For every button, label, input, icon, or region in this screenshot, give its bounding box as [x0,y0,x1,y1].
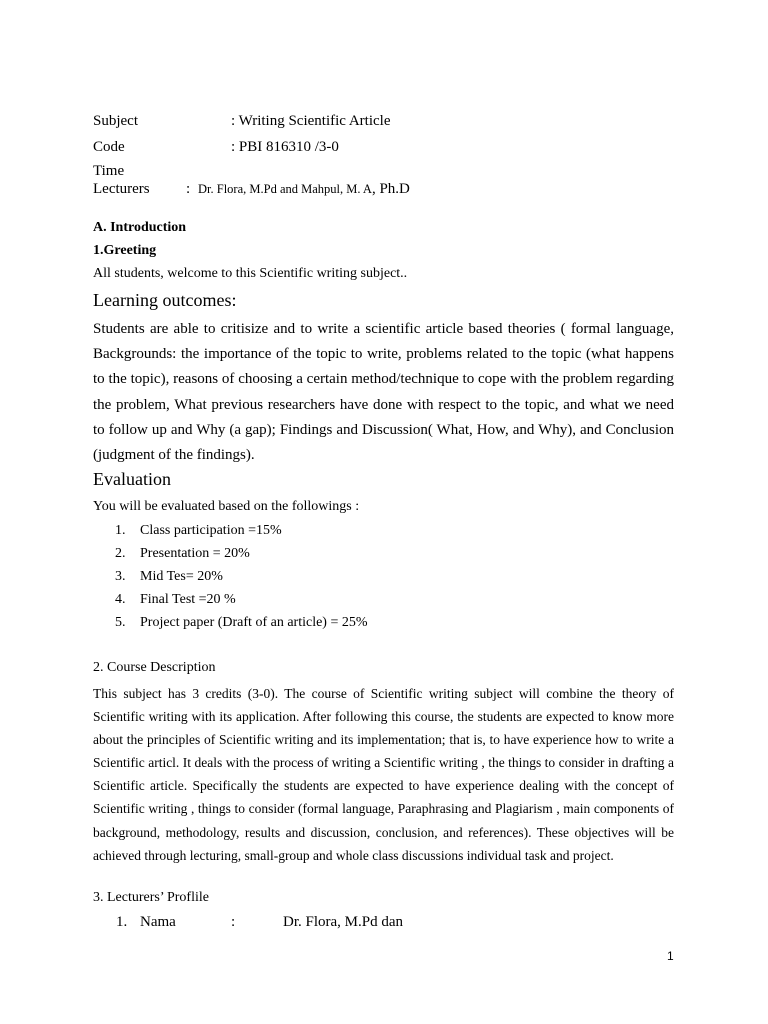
evaluation-list [115,521,368,636]
lecturers-suffix: , Ph.D [371,181,410,197]
evaluation-item [115,544,368,567]
item-number: 4. [115,592,126,607]
lecturers-colon: : [186,181,191,197]
item-text: Presentation = 20% [140,546,250,561]
item-number: 1. [115,523,126,538]
greeting-heading: 1.Greeting [93,243,157,258]
evaluation-heading: Evaluation [93,469,171,489]
subject-label: Subject [93,113,138,129]
evaluation-intro: You will be evaluated based on the followings : [93,499,360,514]
code-value: : PBI 816310 /3-0 [231,139,339,155]
course-description-text: This subject has 3 credits (3-0). The course of Scientific writing subject will combine the theory of Scientific writing with its application. After following this course, the students are expected to know more about the principles of Scientific writing and its implementation; that is, to have experience how to write a Scientific articl. It deals with the process of writing a Scientific writing , the things to consider in drafting a Scientific article. Specifically the students are expected to have experience dealing with the concept of Scientific writing , things to consider (formal language, Paraphrasing and Plagiarism , main components of background, methodology, results and discussion, conclusion, and references). These objectives will be achieved through lecturing, small-group and whole class discussions individual task and project. [93,686,674,863]
lecturers-profile-heading: 3. Lecturers’ Proflile [93,890,209,905]
evaluation-item [115,521,368,544]
item-text: Mid Tes= 20% [140,569,223,584]
profile-name-value: Dr. Flora, M.Pd dan [283,914,403,930]
code-label: Code [93,139,125,155]
learning-outcomes-heading: Learning outcomes: [93,290,237,310]
lecturers-label: Lecturers [93,181,150,197]
item-text: Project paper (Draft of an article) = 25% [140,615,368,630]
time-label: Time [93,163,125,179]
introduction-heading: A. Introduction [93,220,187,235]
item-text: Final Test =20 % [140,592,236,607]
learning-outcomes-text: Students are able to critisize and to write a scientific article based theories ( formal language, Backgrounds: the importance of the topic to write, problems related to the topic (what happens to the topic), reasons of choosing a certain method/technique to cope with the problem regarding the problem, What previous researchers have done with respect to the topic, and what we need to follow up and Why (a gap); Findings and Discussion( What, How, and Why), and Conclusion (judgment of the findings). [93,321,674,464]
item-number: 3. [115,569,126,584]
lecturers-names: Dr. Flora, M.Pd and Mahpul, M. A [198,182,372,196]
evaluation-item [115,613,368,636]
page-number: 1 [667,949,674,963]
greeting-text: All students, welcome to this Scientific writing subject.. [93,266,408,281]
profile-name-colon: : [231,914,236,930]
evaluation-item [115,590,368,613]
item-text: Class participation =15% [140,523,282,538]
item-number: 2. [115,546,126,561]
course-description-heading: 2. Course Description [93,660,216,675]
profile-item-number: 1. [116,914,128,930]
item-number: 5. [115,615,126,630]
lecturers-value-line [198,181,410,198]
profile-name-label: Nama [140,914,176,930]
subject-value: : Writing Scientific Article [231,113,391,129]
evaluation-item [115,567,368,590]
